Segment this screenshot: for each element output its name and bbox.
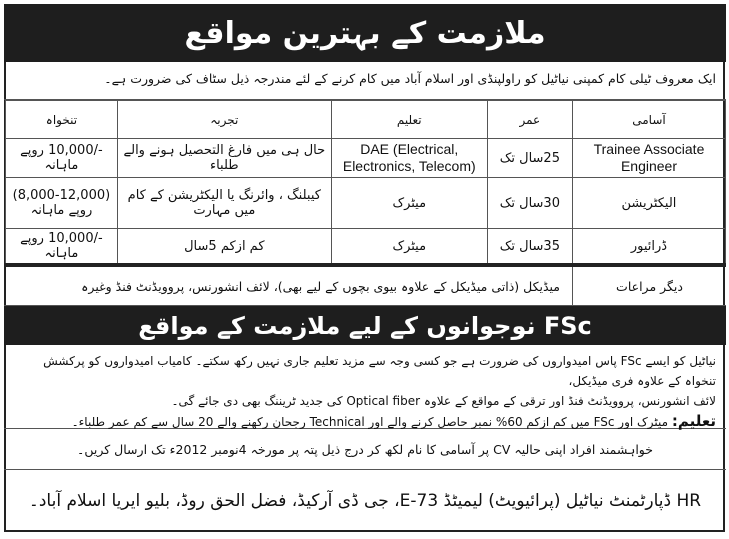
fsc-line-1: نیاٹیل کو ایسے FSc پاس امیدواروں کی ضرورت ہے جو کسی وجہ سے مزید تعلیم جاری نہیں رکھ سکتے۔ کامیاب امیدواروں کو پرکشش تنخواہ کے علاوہ فری میڈیکل، (43, 354, 716, 388)
header-salary: تنخواہ (6, 101, 118, 139)
cell-asami: Trainee Associate Engineer (572, 139, 725, 178)
cell-salary: -/10,000 روپے ماہانہ (6, 229, 118, 266)
intro-text: ایک معروف ٹیلی کام کمپنی نیاٹیل کو راولپنڈی اور اسلام آباد میں کام کرنے کے لئے مندرجہ ذیل سٹاف کی ضرورت ہے۔ (4, 62, 726, 100)
address: HR ڈپارٹمنٹ نیاٹیل (پرائیویٹ) لیمیٹڈ E-73، جی ڈی آرکیڈ، فضل الحق روڈ، بلیو ایریا اسلام آباد۔ (28, 490, 702, 511)
jobs-table (5, 100, 726, 267)
fsc-line-2: لائف انشورنس، پروویڈنٹ فنڈ اور ترقی کے مواقع کے علاوہ Optical fiber کی جدید ٹریننگ بھی دی جائے گی۔ (171, 394, 716, 408)
benefits-row (4, 267, 726, 306)
cell-tajurba: کیبلنگ ، وائرنگ یا الیکٹریشن کے کام میں مہارت (117, 178, 331, 229)
cell-taleem: میٹرک (331, 178, 487, 229)
header-umar: عمر (487, 101, 572, 139)
cell-taleem: میٹرک (331, 229, 487, 266)
cell-umar: 35سال تک (487, 229, 572, 266)
benefits-label: دیگر مراعات (572, 267, 726, 305)
cell-umar: 25سال تک (487, 139, 572, 178)
cell-asami: الیکٹریشن (572, 178, 725, 229)
cell-taleem: DAE (Electrical, Electronics, Telecom) (331, 139, 487, 178)
table-row (6, 178, 726, 229)
table-row (6, 229, 726, 266)
benefits-value: میڈیکل (ذاتی میڈیکل کے علاوہ بیوی بچوں کے لیے بھی)، لائف انشورنس، پروویڈنٹ فنڈ وغیرہ (81, 278, 560, 294)
cell-umar: 30سال تک (487, 178, 572, 229)
header-asami: آسامی (572, 101, 725, 139)
fsc-education-text: میٹرک اور FSc میں کم ازکم 60% نمبر حاصل کرنے والے اور Technical رجحان رکھنے والے 20 سال سے کم عمر طلباء۔ (71, 415, 669, 429)
table-row (6, 139, 726, 178)
cell-salary: (8,000-12,000) روپے ماہانہ (6, 178, 118, 229)
page-title: ملازمت کے بہترین مواقع (4, 4, 726, 62)
header-tajurba: تجربہ (117, 101, 331, 139)
fsc-banner: FSc نوجوانوں کے لیے ملازمت کے مواقع (4, 306, 726, 345)
cell-asami: ڈرائیور (572, 229, 725, 266)
cell-tajurba: کم ازکم 5سال (117, 229, 331, 266)
cell-salary: -/10,000 روپے ماہانہ (6, 139, 118, 178)
header-taleem: تعلیم (331, 101, 487, 139)
fsc-education-label: تعلیم: (671, 412, 716, 430)
cv-instructions: خواہشمند افراد اپنی حالیہ CV پر آسامی کا نام لکھ کر درج ذیل پتہ پر مورخہ 4نومبر 2012ء تک ارسال کریں۔ (4, 429, 726, 470)
fsc-description (4, 345, 726, 429)
table-header-row (6, 101, 726, 139)
cell-tajurba: حال ہی میں فارغ التحصیل ہونے والے طلباء (117, 139, 331, 178)
